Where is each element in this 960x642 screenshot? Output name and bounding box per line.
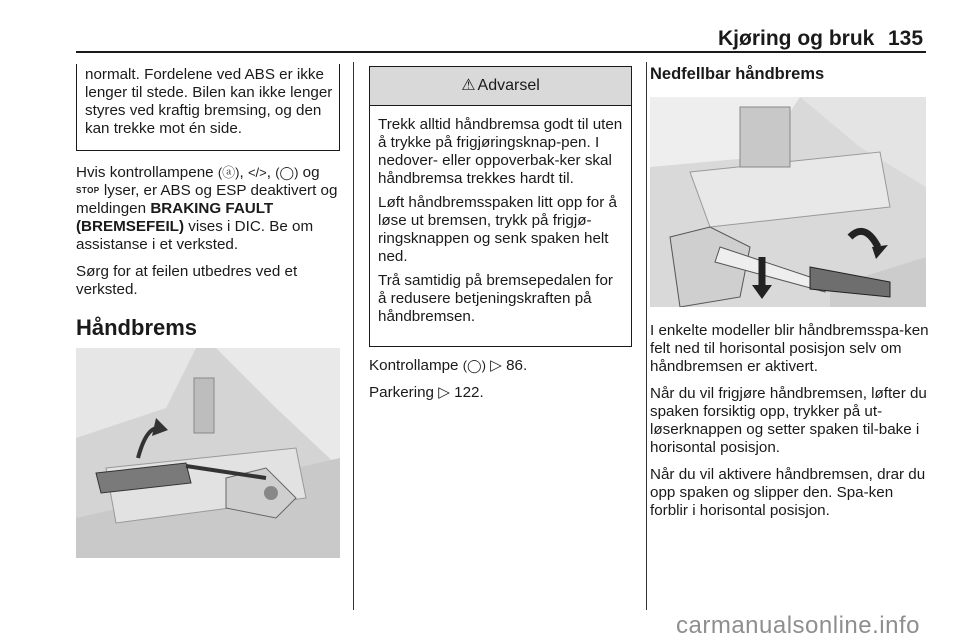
handbrake-illustration xyxy=(76,348,340,558)
warning-paragraph-1: Trekk alltid håndbremsa godt til uten å trykke på frigjøringsknap-pen. I nedover- eller oppoverbak-ker skal håndbremsa trekkes hardt til. xyxy=(378,116,623,187)
brake-warning-icon: (◯) xyxy=(462,358,486,373)
foldable-paragraph-1: I enkelte modeller blir håndbremsspa-ken felt ned til horisontal posisjon selv om håndbremsen er aktivert. xyxy=(650,322,929,375)
ref-control-lamp xyxy=(369,357,639,375)
warning-title: Advarsel xyxy=(477,77,540,94)
esp-skid-icon: </> xyxy=(247,165,267,180)
braking-fault-message: BRAKING FAULT (BREMSEFEIL) xyxy=(76,200,274,235)
abs-paragraph xyxy=(76,164,346,254)
section-heading-handbrake: Håndbrems xyxy=(76,315,198,340)
stop-icon: STOP xyxy=(76,186,100,195)
warning-icon: ⚠ xyxy=(461,77,476,94)
column-divider-1 xyxy=(353,62,354,610)
section-heading-foldable-handbrake: Nedfellbar håndbrems xyxy=(650,65,825,83)
column-1-text xyxy=(76,164,346,308)
icon-sep: , xyxy=(266,164,276,181)
abs-text-post: vises i DIC. Be om assistanse i et verksted. xyxy=(76,218,314,253)
column-2-refs xyxy=(369,357,639,411)
ref-parking xyxy=(369,384,639,402)
warning-box xyxy=(369,66,632,347)
continued-warning-box xyxy=(76,64,340,151)
foldable-paragraph-3: Når du vil aktivere håndbremsen, drar du opp spaken og slipper den. Spa-ken forblir i horisontal posisjon. xyxy=(650,466,926,519)
ref-label: Kontrollampe xyxy=(369,357,463,374)
repair-paragraph: Sørg for at feilen utbedres ved et verksted. xyxy=(76,263,298,298)
column-divider-2 xyxy=(646,62,647,610)
ref-label: Parkering xyxy=(369,384,439,401)
continued-warning-text: normalt. Fordelene ved ABS er ikke lenger til stede. Bilen kan ikke lenger styres ved kraftig bremsing, og den kan trekke mot én side. xyxy=(85,66,333,137)
page-reference-arrow-icon: ▷ xyxy=(490,357,502,374)
ref-page: 122. xyxy=(449,384,484,401)
watermark: carmanualsonline.info xyxy=(676,612,920,639)
page-section-title: Kjøring og bruk xyxy=(718,27,875,50)
page-reference-arrow-icon: ▷ xyxy=(438,384,450,401)
abs-warning-icon: (ⓐ) xyxy=(217,165,240,180)
foldable-paragraph-2: Når du vil frigjøre håndbremsen, løfter du spaken forsiktig opp, trykker på ut-løserknappen og setter spaken til-bake i horisontal posisjon. xyxy=(650,385,927,456)
warning-paragraph-2: Løft håndbremsspaken litt opp for å løse ut bremsen, trykk på frigjø-ringsknappen og senk spaken helt ned. xyxy=(378,194,617,265)
page-number: 135 xyxy=(888,27,924,50)
abs-text-mid: lyser, er ABS og ESP deaktivert og meldingen xyxy=(76,182,338,217)
icon-sep: og xyxy=(298,164,320,181)
abs-text-pre: Hvis kontrollampene xyxy=(76,164,218,181)
icon-sep: , xyxy=(239,164,248,181)
header-rule xyxy=(76,51,926,53)
warning-body xyxy=(370,106,631,326)
brake-warning-icon: (◯) xyxy=(275,165,299,180)
ref-page: 86. xyxy=(501,357,528,374)
foldable-handbrake-illustration xyxy=(650,97,926,307)
warning-paragraph-3: Trå samtidig på bremsepedalen for å redusere betjeningskraften på håndbremsen. xyxy=(378,272,613,325)
warning-header xyxy=(370,67,631,106)
column-3-text xyxy=(650,322,930,529)
